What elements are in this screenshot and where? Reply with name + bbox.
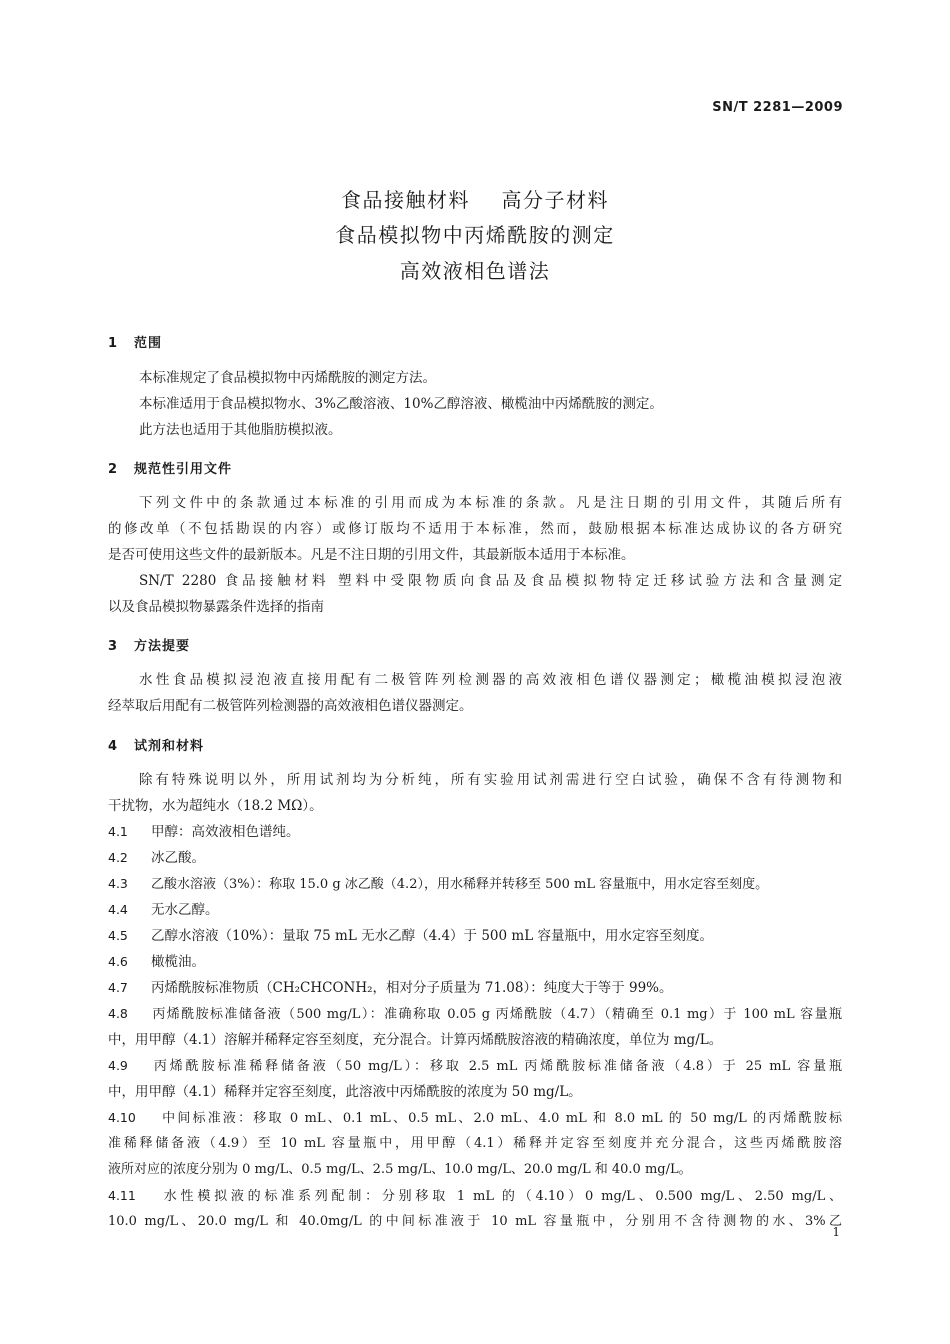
item-number: 4.9: [108, 1058, 128, 1073]
reference-line: SN/T 2280 食品接触材料 塑料中受限物质向食品及食品模拟物特定迁移试验方法和含量测定: [139, 573, 842, 589]
standard-code: SN/T 2281—2009: [712, 100, 843, 115]
section-title: 试剂和材料: [134, 739, 205, 754]
section-title: 范围: [134, 336, 163, 351]
section-title: 规范性引用文件: [134, 462, 233, 477]
list-item-4-8: [108, 1004, 842, 1025]
list-item-4-5: [108, 926, 713, 946]
list-item-4-6: [108, 952, 205, 972]
list-item-4-4: [108, 900, 219, 920]
item-text: 乙醇水溶液（10%）：量取 75 mL 无水乙醇（4.4）于 500 mL 容量瓶中，用水定容至刻度。: [151, 928, 713, 944]
list-item-4-1: [108, 822, 300, 842]
paragraph-line: 干扰物，水为超纯水（18.2 MΩ）。: [108, 798, 323, 814]
item-text: 无水乙醇。: [151, 902, 219, 918]
paragraph-line: 水性食品模拟浸泡液直接用配有二极管阵列检测器的高效液相色谱仪器测定；橄榄油模拟浸泡液: [139, 672, 842, 688]
section-number: 3: [108, 639, 119, 654]
item-number: 4.8: [108, 1006, 128, 1021]
list-item-4-7: [108, 978, 673, 998]
item-text: 冰乙酸。: [151, 850, 205, 866]
section-heading-1: [108, 332, 162, 351]
paragraph-line: 本标准适用于食品模拟物水、3%乙酸溶液、10%乙醇溶液、橄榄油中丙烯酰胺的测定。: [139, 396, 663, 412]
item-number: 4.2: [108, 850, 128, 865]
list-item-continuation: 中，用甲醇（4.1）溶解并稀释定容至刻度，充分混合。计算丙烯酰胺溶液的精确浓度，单位为 mg/L。: [108, 1032, 723, 1048]
item-text: 丙烯酰胺标准稀释储备液（50 mg/L）：移取 2.5 mL 丙烯酰胺标准储备液（4.8）于 25 mL 容量瓶: [151, 1059, 842, 1074]
section-number: 2: [108, 462, 119, 477]
item-text: 丙烯酰胺标准储备液（500 mg/L）：准确称取 0.05 g 丙烯酰胺（4.7）（精确至 0.1 mg）于 100 mL 容量瓶: [151, 1007, 842, 1022]
paragraph-line: 经萃取后用配有二极管阵列检测器的高效液相色谱仪器测定。: [108, 698, 473, 714]
page-number: 1: [832, 1225, 840, 1239]
item-text: 中间标准液：移取 0 mL、0.1 mL、0.5 mL、2.0 mL、4.0 mL 和 8.0 mL 的 50 mg/L 的丙烯酰胺标: [160, 1111, 842, 1126]
list-item-4-10: [108, 1108, 842, 1129]
item-number: 4.3: [108, 876, 128, 891]
list-item-4-2: [108, 848, 205, 868]
paragraph-line: 除有特殊说明以外，所用试剂均为分析纯，所有实验用试剂需进行空白试验，确保不含有待测物和: [139, 772, 842, 788]
item-text: 丙烯酰胺标准物质（CH₂CHCONH₂，相对分子质量为 71.08）：纯度大于等于 99%。: [151, 980, 673, 996]
item-number: 4.11: [108, 1188, 136, 1203]
item-text: 水性模拟液的标准系列配制：分别移取 1 mL 的（4.10）0 mg/L、0.500 mg/L、2.50 mg/L、: [160, 1189, 842, 1204]
document-title-line-3: 高效液相色谱法: [399, 259, 551, 283]
item-text: 甲醇：高效液相色谱纯。: [151, 824, 300, 840]
list-item-4-11: [108, 1186, 842, 1207]
paragraph-line: 此方法也适用于其他脂肪模拟液。: [139, 422, 342, 438]
item-number: 4.5: [108, 928, 128, 943]
item-number: 4.10: [108, 1110, 136, 1125]
reference-line: 以及食品模拟物暴露条件选择的指南: [108, 599, 324, 615]
list-item-continuation: 中，用甲醇（4.1）稀释并定容至刻度，此溶液中丙烯酰胺的浓度为 50 mg/L。: [108, 1084, 582, 1100]
list-item-4-9: [108, 1056, 842, 1077]
section-heading-4: [108, 735, 204, 754]
section-title: 方法提要: [134, 639, 191, 654]
item-number: 4.1: [108, 824, 128, 839]
paragraph-line: 下列文件中的条款通过本标准的引用而成为本标准的条款。凡是注日期的引用文件，其随后所有: [139, 495, 842, 511]
section-heading-2: [108, 458, 232, 477]
document-title-line-1: 食品接触材料 高分子材料: [341, 188, 609, 212]
item-number: 4.6: [108, 954, 128, 969]
section-heading-3: [108, 635, 190, 654]
list-item-4-3: [108, 874, 768, 895]
paragraph-line: 的修改单（不包括勘误的内容）或修订版均不适用于本标准，然而，鼓励根据本标准达成协议的各方研究: [108, 521, 842, 537]
list-item-continuation: 10.0 mg/L、20.0 mg/L 和 40.0mg/L 的中间标准液于 10 mL 容量瓶中，分别用不含待测物的水、3%乙: [108, 1214, 842, 1229]
item-text: 乙酸水溶液（3%）：称取 15.0 g 冰乙酸（4.2），用水稀释并转移至 500 mL 容量瓶中，用水定容至刻度。: [151, 877, 769, 892]
item-number: 4.7: [108, 980, 128, 995]
item-text: 橄榄油。: [151, 954, 205, 970]
item-number: 4.4: [108, 902, 128, 917]
paragraph-line: 是否可使用这些文件的最新版本。凡是不注日期的引用文件，其最新版本适用于本标准。: [108, 547, 635, 563]
list-item-continuation: 液所对应的浓度分别为 0 mg/L、0.5 mg/L、2.5 mg/L、10.0 mg/L、20.0 mg/L 和 40.0 mg/L。: [108, 1162, 692, 1177]
list-item-continuation: 准稀释储备液（4.9）至 10 mL 容量瓶中，用甲醇（4.1）稀释并定容至刻度并充分混合，这些丙烯酰胺溶: [108, 1136, 842, 1151]
document-title-line-2: 食品模拟物中丙烯酰胺的测定: [335, 223, 615, 247]
section-number: 4: [108, 739, 119, 754]
paragraph-line: 本标准规定了食品模拟物中丙烯酰胺的测定方法。: [139, 370, 436, 386]
section-number: 1: [108, 336, 119, 351]
